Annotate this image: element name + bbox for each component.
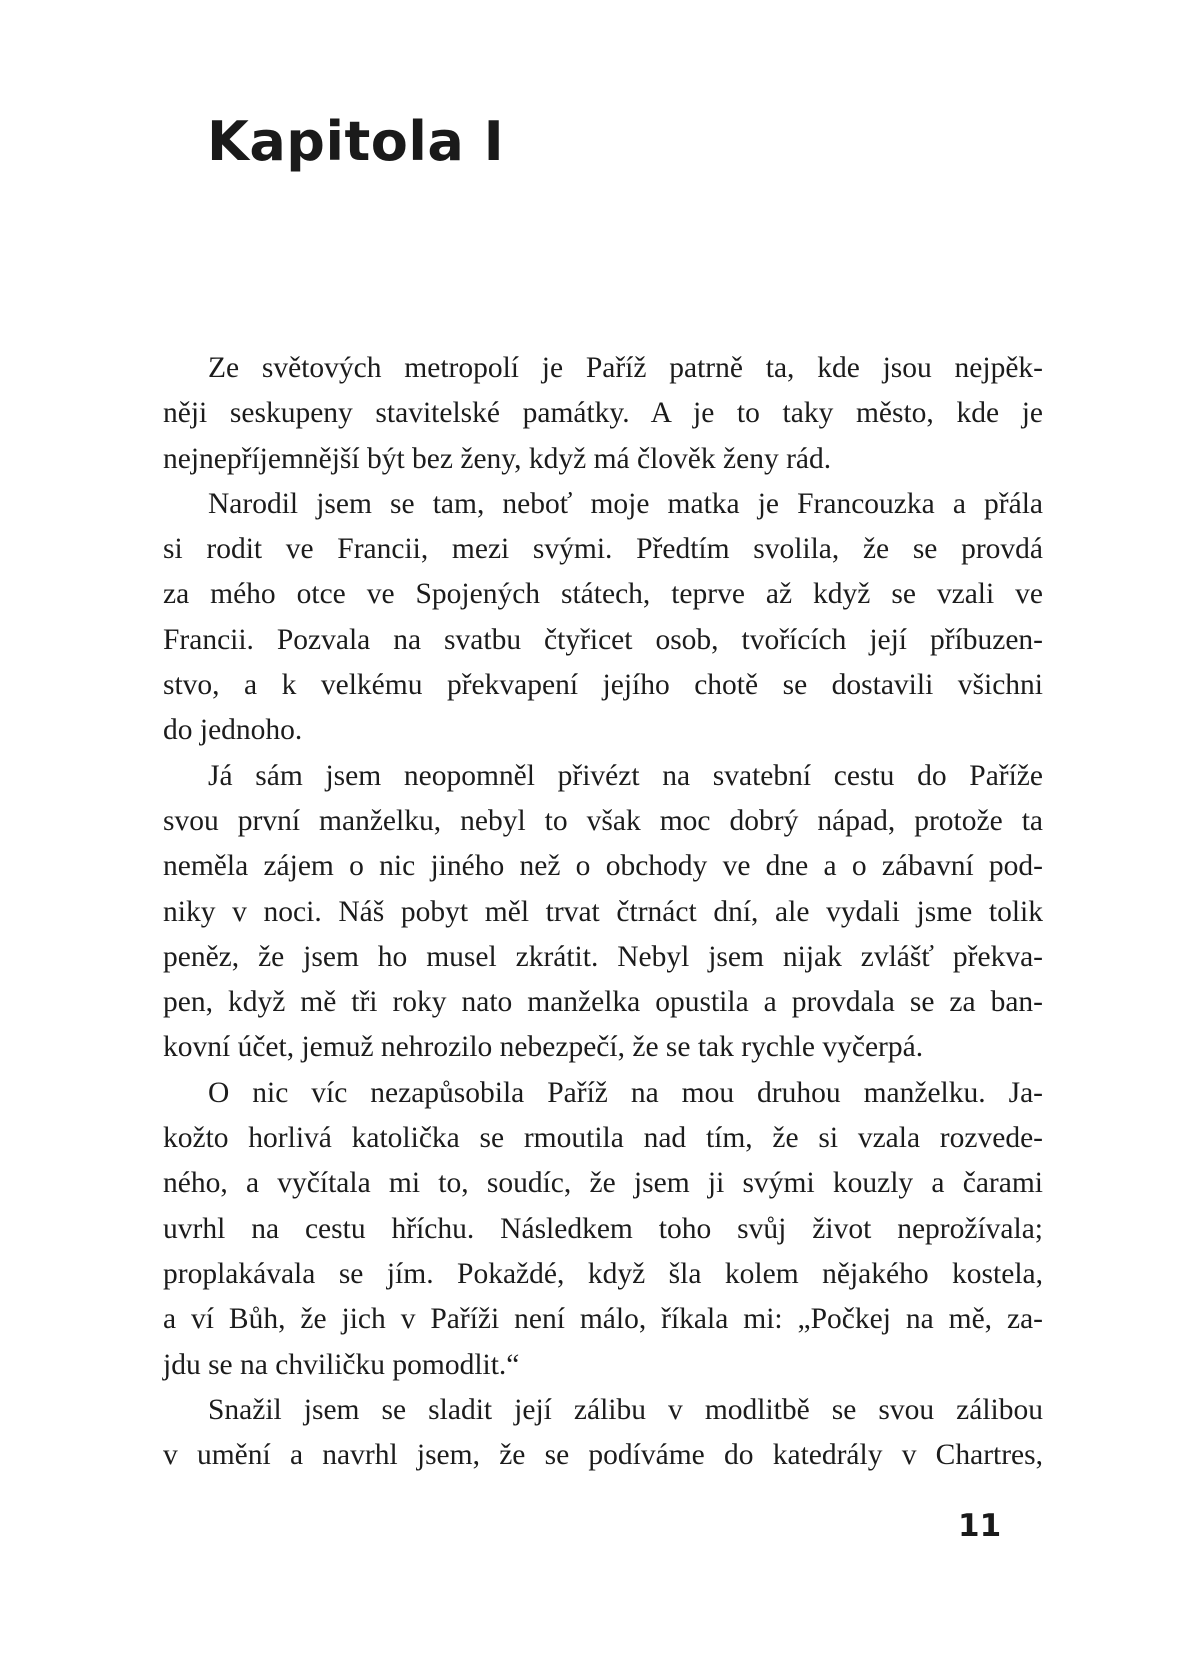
paragraph: [163, 1388, 1043, 1479]
text-line: nejnepříjemnější být bez ženy, když má člověk ženy rád.: [163, 442, 832, 475]
text-line: kožto horlivá katolička se rmoutila nad tím, že si vzala rozvede-: [163, 1122, 1043, 1155]
paragraph: [163, 482, 1043, 754]
text-line: pen, když mě tři roky nato manželka opustila a provdala se za ban-: [163, 986, 1043, 1019]
text-line: si rodit ve Francii, mezi svými. Předtím svolila, že se provdá: [163, 533, 1043, 566]
text-line: za mého otce ve Spojených státech, teprve až když se vzali ve: [163, 578, 1043, 611]
body-text: [163, 346, 1043, 1478]
paragraph: [163, 346, 1043, 482]
chapter-title: Kapitola I: [207, 110, 505, 173]
paragraph: [163, 1071, 1043, 1388]
text-line: niky v noci. Náš pobyt měl trvat čtrnáct dní, ale vydali jsme tolik: [163, 895, 1043, 928]
text-line: v umění a navrhl jsem, že se podíváme do katedrály v Chartres,: [163, 1439, 1043, 1472]
text-line: peněz, že jsem ho musel zkrátit. Nebyl jsem nijak zvlášť překva-: [163, 940, 1043, 973]
text-line: Ze světových metropolí je Paříž patrně ta, kde jsou nejpěk-: [208, 352, 1043, 384]
text-line: něji seskupeny stavitelské památky. A je to taky město, kde je: [163, 397, 1043, 430]
text-line: a ví Bůh, že jich v Paříži není málo, říkala mi: „Počkej na mě, za-: [163, 1303, 1043, 1336]
text-line: Narodil jsem se tam, neboť moje matka je Francouzka a přála: [208, 487, 1043, 520]
text-line: neměla zájem o nic jiného než o obchody ve dne a o zábavní pod-: [163, 850, 1043, 883]
text-line: do jednoho.: [163, 714, 303, 747]
text-line: Já sám jsem neopomněl přivézt na svatební cestu do Paříže: [208, 759, 1043, 792]
paragraph: [163, 754, 1043, 1071]
text-line: svou první manželku, nebyl to však moc dobrý nápad, protože ta: [163, 804, 1043, 837]
text-line: jdu se na chviličku pomodlit.“: [163, 1348, 520, 1381]
text-line: ného, a vyčítala mi to, soudíc, že jsem ji svými kouzly a čarami: [163, 1167, 1043, 1200]
text-line: stvo, a k velkému překvapení jejího chotě se dostavili všichni: [163, 669, 1043, 702]
text-line: kovní účet, jemuž nehrozilo nebezpečí, že se tak rychle vyčerpá.: [163, 1031, 924, 1064]
text-line: O nic víc nezapůsobila Paříž na mou druhou manželku. Ja-: [208, 1076, 1043, 1109]
page-number: 11: [958, 1508, 1002, 1544]
text-line: proplakávala se jím. Pokaždé, když šla kolem nějakého kostela,: [163, 1257, 1043, 1290]
text-line: Snažil jsem se sladit její zálibu v modlitbě se svou zálibou: [208, 1393, 1043, 1426]
text-line: uvrhl na cestu hříchu. Následkem toho svůj život neprožívala;: [163, 1212, 1043, 1245]
text-line: Francii. Pozvala na svatbu čtyřicet osob, tvořících její příbuzen-: [163, 623, 1043, 656]
